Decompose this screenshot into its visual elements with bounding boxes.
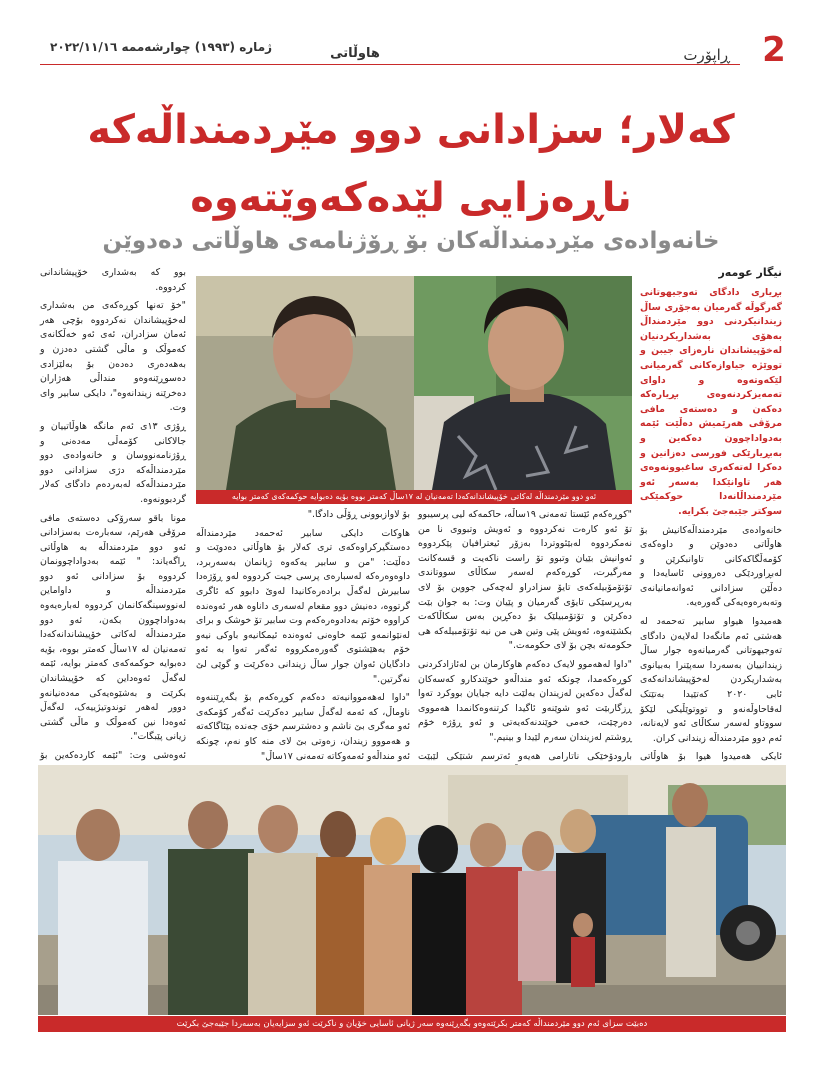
issue-info: ژمارە (١٩٩٣) چوارشەممە ٢٠٢٢/١١/١٦ [50, 40, 273, 54]
paragraph: مونا باقو سەرۆکی دەستەی مافی مرۆڤی هەرێم، سەبارەت بەسزادانی ئەو دوو مێردمنداڵە بە هاوڵاتی ڕاگەیاند: " ئێمە بەدواداچوونمان کردووە بۆ سزادانی ئەو دوو مێردمنداڵە و داواماین لەنووسینگەکانمان کردووە لەبارەیەوە بەدواداچوون بکەن، ئەو دوو مێردمنداڵە لەکاتی خۆپیشاندانەکەدا تەمەنیان لە ١٧ساڵ کەمتر بووە، بۆیە دەبوایە حوکمەکەی کەمتر بوایە، ئێمە لەگەڵ ئەوەداین کە خۆپیشاندان بکرێت و بەشێوەیەکی مەدەنیانەو دوور لەهەر توندوتیژییەک، لەگەڵ ئەوەدا نین کەموڵک و ماڵی گشتی زیانی پێبگات". [40, 512, 186, 743]
paragraph: "داوا لەهەمووانیەتە دەکەم کوڕەکەم بۆ بگەڕێننەوە ناوماڵ، کە ئەمە لەگەڵ سابیر دەکرێت ئەگەر کۆمکەی ئەو مەگری بێ ناشم و دەشترسم خۆی جەندە بێئاگاکەتە و هەمووو زیندان، زەوتی بێ لای منە کاو نەم، چونکە ئەو منداڵەو ئەمەوکاتە تەمەنی ١٧ساڵ" [196, 692, 410, 762]
photo-caption: ئەو دوو مێردمنداڵە لەکاتی خۆپیشاندانەکەدا تەمەنیان لە ١٧ساڵ کەمتر بووە بۆیە دەبوایە حوکمەکەی کەمتر بوایە [196, 490, 632, 504]
header-rule [40, 64, 740, 65]
portraits-photo [196, 276, 632, 490]
paragraph: ڕۆژی ١٣ی ئەم مانگە هاوڵاتییان و جالاکانی کۆمەڵی مەدەنی و ڕۆژنامەنووسان و خانەوادەی دوو مێردمنداڵەکە دژی سزادانی دوو مێردمنداڵەکە لەبەردەم دادگای کەلار گردبوونەوە. [40, 420, 186, 505]
photo-caption: دەبێت سزای ئەم دوو مێردمنداڵە کەمتر بکرێتەوەو بگەڕێنەوە سەر ژیانی ئاسایی خۆیان و ناکرێت ئەو سزایەیان بەسەردا جێبەجێ بکرێت [38, 1016, 786, 1032]
paragraph: بارودۆخێکی ناتارامی هەیەو ئەترسم شتێکی لێبێت [418, 750, 632, 762]
byline: نیگار عومەر [718, 266, 782, 279]
paragraph: "خۆ تەنها کوڕەکەی من بەشداری لەخۆپیشاندان نەکردووە بۆچی هەر ئەمان سزادران، ئەی ئەو خەڵکانەی کەموڵک و ماڵی گشتی دەدزن و بەهەدەری دەدەن بۆ بەلێزادی دەسوڕێنەوەو منداڵی هەژاران دەخرێنە زیندانەوە"، دایکی سابیر وای وت. [40, 300, 186, 414]
article-column-left [40, 266, 186, 776]
protest-crowd-photo [38, 765, 786, 1015]
crowd-illustration [38, 765, 786, 1015]
paragraph: بۆ لاوازبوونی ڕۆڵی دادگا." [307, 509, 410, 520]
article-column-right [640, 286, 782, 776]
lead-paragraph: بڕیاری دادگای تەوجیهوتانی گەرگوڵە گەرمیان بەجۆری ساڵ زیندانیکردنی دوو مێردمنداڵ بەهۆی بەشداریکردنیان لەخۆپیشاندان نارەزای جیبن و تووێژە جیاوازەکانی گەرمیانی لێکەوتەوە و داوای تەمەیزکردنەوەی بڕیارەکە دەکەن و دەستەی مافی مرۆڤی هەرێمیش دەڵێت ئێمە بەدواداچوون دەکەین و بەبڕیارێکی فورسی دەزانین و دەکرا لەتەکەری ساغبوونەوەی هەر تاوانێکدا بەسەر ئەو مێردمنداڵانەدا حوکمێکی سوکتر جێبەجێ بکرایە. [640, 287, 782, 517]
article-column-middle-right [418, 508, 632, 776]
page-number: 2 [762, 30, 786, 70]
article-column-middle-left [196, 508, 410, 776]
paragraph: ئەوەشی وت: "ئێمە کاردەکەین بۆ [40, 750, 186, 761]
subheadline: خانەوادەی مێردمنداڵەکان بۆ ڕۆژنامەی هاوڵاتی دەدوێن [102, 228, 720, 254]
paragraph: "کوڕەکەم ئێستا تەمەنی ١٩ساڵە، حاکمەکە لیی پرسیبوو تۆ ئەو کارەت نەکردووە و ئەویش وتبووی نا من نەمکردووە لەبێئووتردا بەزۆر ئیعترافیان پێکردووە ئەوانیش بێیان وتبوو تۆ راست ناکەیت و قسەکانت مەرگیرت، کوڕەکەم لەسەر سکاڵای سووتاندی تۆتۆمۆبیلەکەی تایۆ سزادراو لەچەکی جووین بۆ لای بەرپرسێکی تایۆی گەرمیان و پێیان وت: بە جوان بێت دەکرێن و تۆتۆمبیلێک بۆ دەکڕین بەس سکاڵاکەت بکشێنەوە، ئەویش پێی وتین هی من نیە تۆتۆمبیلەکە هی حکومەتە بچن بۆ لای حکومەت." [418, 509, 632, 652]
headline: کەلار؛ سزادانی دوو مێردمنداڵەکە ناڕەزایی لێدەکەوێتەوە [87, 107, 735, 221]
paragraph: بوو کە بەشداری خۆپیشاندانی کردووە. [40, 267, 186, 293]
newspaper-name: هاوڵاتی [330, 46, 380, 61]
paragraph: خانەوادەی مێردمنداڵەکانیش بۆ هاوڵاتی دەدوێن و داوەکەی کۆمەڵگاکەکانی تاوانبکرێن و لەبڕاوردێکی دەروونی ئاسایەدا و دەڵێن سزادانی ئەوانەمانیانەی وتەبەرەوەیەکی گەورەیە. [640, 524, 782, 609]
paragraph: ئایکی هەمیدوا هیوا بۆ هاوڵاتی [640, 751, 782, 763]
section-label: ڕاپۆرت [683, 46, 730, 64]
paragraph: هەمیدوا هیواو سابیر تەحمەد لە هەشتی ئەم مانگەدا لەلایەن دادگای تەوجیهوتانی گەرمیانەوە جوار ساڵ زیندانییان بەسەردا سەپێنرا بەبیانوی بەشداریکردن لەخۆپیشاندانەکەی ئابی ٢٠٢٠ کەتێیدا بەتێتک لەقاحاوڵەنەو و تووتوێڵیکی لێکۆ سووتاو لەسەر سکاڵای ئەو لایەنانە، ئەم دوو مێردمنداڵە زیندانی کران. [640, 616, 782, 744]
paragraph: هاوکات دایکی سابیر ئەحمەد مێردمنداڵە دەستگیرکراوەکەی تری کەلار بۆ هاوڵاتی دەدوێت و دەڵێت: "من و سابیر یەکەوە ژیانمان بەسەربرد، داوەوەرەکە لەسبارەی پرسی جیت کردووە لەو ڕۆژەدا سابیرش لەگەڵ برادەرەکانیدا لەوێ دابوو کە ئاگری گرتووە، دەنیش دوو مقعام لەسەری داناوە هەر ئەوەندە کراووە خۆتم بەدادوەرەکەم وت سابیر تۆ خوشک و برای لەنێوانمەو ئێمە خاوەنی ئەوەندە ئیمکانیەو باوکی نیەو خۆم بەهێشتوی گەورەمکرووە ئەگەر تەوا بە ئەو دادگایان ئەوان جوار ساڵ زیندانی دەکرێت و گوێی لێ نەگرتین." [196, 527, 410, 685]
paragraph: "داوا لەهەموو لایەک دەکەم هاوکارمان بن لەئازادکردنی کوڕەکەمدا، چونکە ئەو منداڵەو خوێندکارو کەسەکان لەگەڵ دەکەین لەزیندان بەلێت دایە جیایان بووکرد تەوا ڕزگاربێت ئەو شوێنەو ئاگیدا کرتنەوەکانمدا هەمووی دەرچێت، خەمی خوێندنەکەیەتی و ئەو ڕۆژە خۆم ڕوشتم لەزیندان سەرم لێیدا و بینیم." [418, 658, 632, 743]
portraits-illustration [196, 276, 632, 490]
